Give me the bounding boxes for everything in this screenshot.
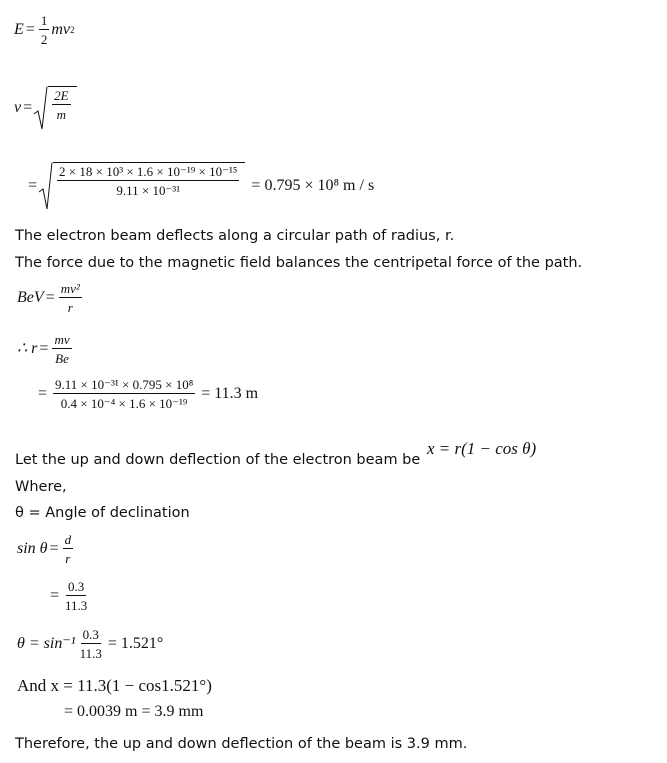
radius-lhs: ∴ r: [17, 340, 38, 357]
theta-lhs: θ = sin⁻¹: [17, 635, 76, 652]
radius-numeric-fraction: [53, 378, 195, 410]
theta-fraction-den: 11.3: [79, 646, 102, 661]
radius-equation: [17, 333, 74, 365]
x-result: = 0.0039 m = 3.9 mm: [64, 703, 204, 720]
x-equation: And x = 11.3(1 − cos1.521°): [17, 676, 212, 695]
velocity-numeric-fraction: [57, 165, 239, 197]
velocity-numeric-num: 2 × 18 × 10³ × 1.6 × 10⁻¹⁹ × 10⁻¹⁵: [59, 164, 238, 179]
force-fraction-den: r: [67, 300, 73, 315]
deflection-equation: x = r(1 − cos θ): [427, 439, 537, 458]
radius-numeric-equation: [38, 378, 258, 410]
energy-fraction-den: 2: [40, 32, 48, 47]
velocity-fraction: [52, 89, 70, 121]
velocity-numeric-radical: [39, 162, 245, 210]
text-angle-declination: θ = Angle of declination: [15, 505, 190, 521]
velocity-fraction-den: m: [56, 107, 67, 122]
energy-equals: =: [25, 21, 35, 38]
velocity-numeric-equals: =: [28, 177, 38, 194]
sin-equation: [17, 533, 75, 565]
theta-fraction: [78, 628, 104, 660]
velocity-equals: =: [23, 99, 33, 116]
theta-result: = 1.521°: [107, 635, 164, 652]
theta-equation: [17, 628, 163, 660]
radius-result: = 11.3 m: [201, 385, 259, 402]
velocity-numeric-equation: [28, 162, 374, 210]
radius-fraction-den: Be: [55, 351, 69, 366]
force-equals: =: [45, 289, 55, 306]
force-equation: [17, 282, 84, 314]
velocity-numeric-den: 9.11 × 10⁻³¹: [116, 183, 181, 198]
radius-numeric-equals: =: [38, 385, 48, 402]
force-fraction-num: mv²: [60, 281, 80, 296]
radius-fraction: [52, 333, 71, 365]
sin-equals: =: [49, 540, 59, 557]
text-conclusion: Therefore, the up and down deflection of the beam is 3.9 mm.: [15, 736, 468, 752]
radical-sign-icon: [39, 162, 53, 210]
text-force-balance: The force due to the magnetic field balances the centripetal force of the path.: [15, 255, 583, 271]
theta-fraction-num: 0.3: [82, 627, 99, 642]
energy-equation: E = $\frac{1}{2}$ mv 2: [14, 13, 75, 47]
sin-lhs: sin θ: [17, 540, 48, 557]
energy-lhs: E: [14, 21, 24, 38]
text-circular-path: The electron beam deflects along a circular path of radius, r.: [15, 228, 455, 244]
sin-numeric-fraction: [63, 580, 89, 612]
radius-equals: =: [39, 340, 49, 357]
velocity-result: = 0.795 × 10⁸ m / s: [251, 177, 375, 194]
text-where: Where,: [15, 479, 67, 495]
radical-sign-icon: [34, 86, 48, 130]
energy-mv: mv: [51, 21, 70, 38]
force-lhs: BeV: [17, 289, 44, 306]
velocity-fraction-num: 2E: [54, 88, 69, 103]
velocity-radical: [34, 86, 76, 130]
sin-numeric-num: 0.3: [68, 579, 85, 594]
sin-numeric-den: 11.3: [65, 598, 88, 613]
sin-fraction-den: r: [65, 551, 71, 566]
energy-fraction: [39, 14, 50, 46]
text-deflection-intro: Let the up and down deflection of the electron beam be: [15, 452, 421, 468]
energy-fraction-num: 1: [40, 13, 48, 28]
radius-numeric-den: 0.4 × 10⁻⁴ × 1.6 × 10⁻¹⁹: [60, 396, 188, 411]
radius-numeric-num: 9.11 × 10⁻³¹ × 0.795 × 10⁸: [55, 377, 194, 392]
sin-numeric-equals: =: [50, 587, 60, 604]
sin-fraction: [63, 533, 74, 565]
velocity-equation: [14, 86, 77, 130]
sin-numeric-equation: [50, 580, 91, 612]
sin-fraction-num: d: [64, 532, 72, 547]
radius-fraction-num: mv: [54, 332, 70, 347]
force-fraction: [59, 282, 82, 314]
velocity-lhs: v: [14, 99, 22, 116]
